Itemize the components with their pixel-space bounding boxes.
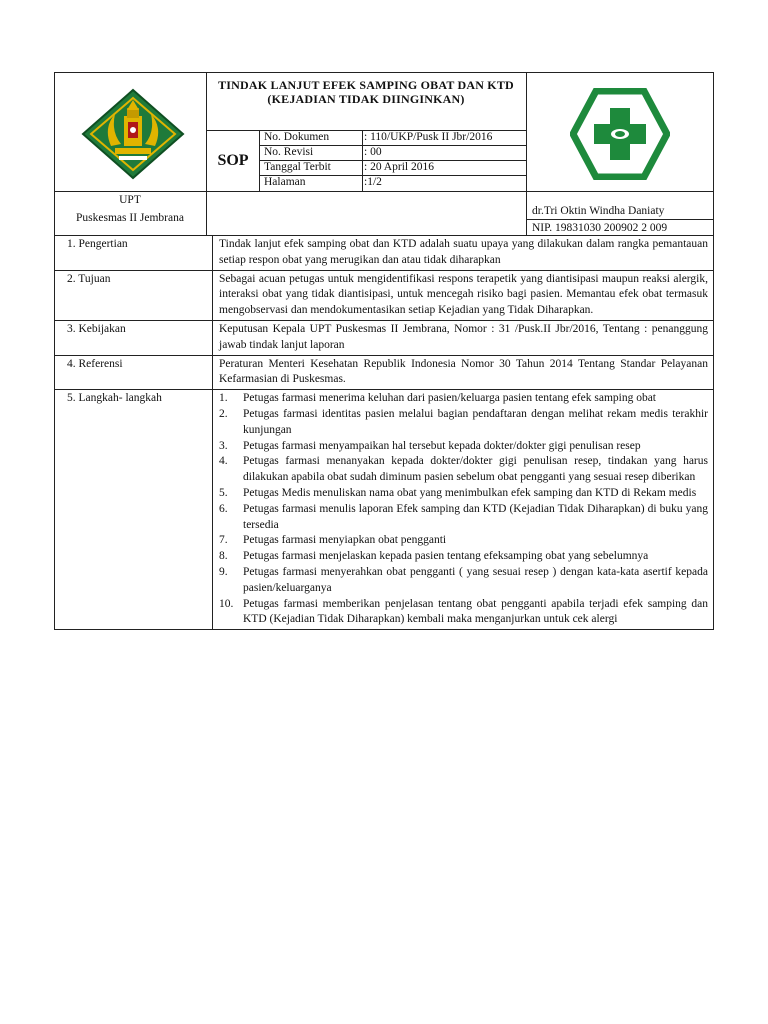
step-number: 6. xyxy=(219,502,228,515)
step-number: 5. xyxy=(219,486,228,499)
step-item xyxy=(219,439,708,455)
puskesmas-logo xyxy=(528,78,712,190)
step-number: 7. xyxy=(219,534,228,547)
doc-info-row-dokumen xyxy=(260,130,526,145)
section-row-pengertian xyxy=(55,236,714,271)
doc-info-value: : 110/UKP/Pusk II Jbr/2016 xyxy=(364,131,493,143)
step-number: 10. xyxy=(219,597,234,610)
puskesmas-cross-icon xyxy=(570,88,670,180)
doc-info-row-revisi xyxy=(260,145,526,160)
sop-header xyxy=(54,72,714,236)
step-number: 8. xyxy=(219,550,228,563)
step-number: 9. xyxy=(219,565,228,578)
step-number: 1. xyxy=(219,392,228,405)
jembrana-emblem-logo xyxy=(60,78,206,190)
section-label: 3. Kebijakan xyxy=(55,320,213,355)
section-text: Keputusan Kepala UPT Puskesmas II Jembrana, Nomor : 31 /Pusk.II Jbr/2016, Tentang : penanggung jawab tindak lanjut laporan xyxy=(213,320,714,355)
doc-info-label: No. Dokumen xyxy=(264,131,330,143)
section-row-tujuan xyxy=(55,270,714,320)
step-text: Petugas farmasi menerima keluhan dari pasien/keluarga pasien tentang efek samping obat xyxy=(243,392,657,405)
section-row-referensi xyxy=(55,355,714,390)
step-text: Petugas Medis menuliskan nama obat yang menimbulkan efek samping dan KTD di Rekam medis xyxy=(243,486,697,499)
step-item xyxy=(219,407,708,439)
section-row-langkah xyxy=(55,390,714,630)
upt-line1: UPT xyxy=(119,194,141,206)
upt-line2: Puskesmas II Jembrana xyxy=(76,212,184,224)
step-number: 4. xyxy=(219,455,228,468)
doc-info-value: :1/2 xyxy=(364,176,382,188)
step-text: Petugas farmasi menanyakan kepada dokter/dokter gigi penulisan resep, tindakan yang harus dilakukan apabila obat sudah diminum pasien sebelum obat pengganti yang sesuai resep diberikan xyxy=(243,455,708,484)
steps-cell xyxy=(213,390,714,630)
step-text: Petugas farmasi menyiapkan obat pengganti xyxy=(243,534,447,547)
section-text: Peraturan Menteri Kesehatan Republik Indonesia Nomor 30 Tahun 2014 Tentang Standar Pelayanan Kefarmasian di Puskesmas. xyxy=(213,355,714,390)
section-text: Sebagai acuan petugas untuk mengidentifikasi respons terapetik yang diantisipasi maupun reaksi alergik, interaksi obat yang tidak diantisipasi, untuk mencegah risiko bagi pasien. Memantau efek obat termasuk mengobservasi dan mendokumentasikan setiap Kejadian yang Tidak Diharapkan. xyxy=(213,270,714,320)
step-text: Petugas farmasi memberikan penjelasan tentang obat pengganti apabila terjadi efek samping dan KTD (Kejadian Tidak Diharapkan) kembali maka menganjurkan untuk cek alergi xyxy=(243,597,708,626)
step-item xyxy=(219,597,708,629)
signer-name: dr.Tri Oktin Windha Daniaty xyxy=(532,205,665,217)
step-item xyxy=(219,565,708,597)
step-item xyxy=(219,454,708,486)
step-item xyxy=(219,549,708,565)
step-item xyxy=(219,502,708,534)
step-text: Petugas farmasi menulis laporan Efek samping dan KTD (Kejadian Tidak Diharapkan) di buku yang tersedia xyxy=(243,502,708,531)
step-number: 3. xyxy=(219,439,228,452)
step-text: Petugas farmasi menjelaskan kepada pasien tentang efeksamping obat yang sebelumnya xyxy=(243,550,649,563)
step-text: Petugas farmasi menyerahkan obat pengganti ( yang sesuai resep ) dengan kata-kata asertif kepada pasien/keluarganya xyxy=(243,565,708,594)
steps-list xyxy=(219,391,708,628)
section-label: 2. Tujuan xyxy=(55,270,213,320)
emblem-icon xyxy=(81,88,185,180)
step-text: Petugas farmasi menyampaikan hal tersebut kepada dokter/dokter gigi penulisan resep xyxy=(243,439,641,452)
step-item xyxy=(219,391,708,407)
document-title: TINDAK LANJUT EFEK SAMPING OBAT DAN KTD (KEJADIAN TIDAK DIINGINKAN) xyxy=(218,78,514,106)
section-row-kebijakan xyxy=(55,320,714,355)
signer-nip: NIP. 19831030 200902 2 009 xyxy=(532,222,668,234)
section-label: 1. Pengertian xyxy=(55,236,213,271)
sop-label: SOP xyxy=(217,152,249,169)
doc-info-label: No. Revisi xyxy=(264,146,314,158)
doc-info-value: : 20 April 2016 xyxy=(364,161,434,173)
step-number: 2. xyxy=(219,407,228,420)
step-text: Petugas farmasi identitas pasien melalui bagian pendaftaran dengan melihat rekam medis terakhir kunjungan xyxy=(243,407,708,436)
step-item xyxy=(219,486,708,502)
doc-info-value: : 00 xyxy=(364,146,382,158)
doc-info-row-tanggal xyxy=(260,160,526,175)
section-label: 4. Referensi xyxy=(55,355,213,390)
section-text: Tindak lanjut efek samping obat dan KTD adalah suatu upaya yang dilakukan dalam rangka pemantauan setiap respon obat yang merugikan dan atau tidak diharapkan xyxy=(213,236,714,271)
doc-info-row-halaman xyxy=(260,175,526,190)
doc-info-label: Tanggal Terbit xyxy=(264,161,331,173)
doc-info-label: Halaman xyxy=(264,176,306,188)
section-label: 5. Langkah- langkah xyxy=(55,390,213,630)
sop-content-table xyxy=(54,235,714,630)
upt-name xyxy=(54,191,206,227)
step-item xyxy=(219,533,708,549)
